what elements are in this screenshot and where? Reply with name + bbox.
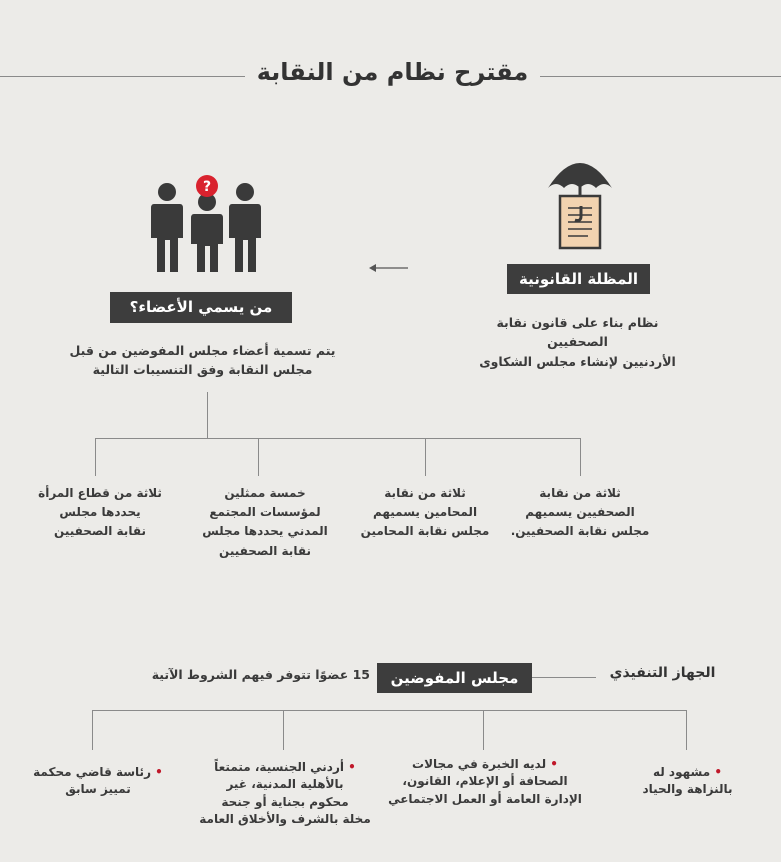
left-arrow-icon <box>368 262 410 274</box>
council-member-count: 15 عضوًا تتوفر فيهم الشروط الآتية <box>151 667 370 682</box>
members-question-label: من يسمي الأعضاء؟ <box>110 292 292 323</box>
legal-description <box>465 313 690 371</box>
umbrella-document-icon <box>540 150 620 255</box>
nomination-lawyers: ثلاثة من نقابة المحامين يسميهم مجلس نقابة المحامين <box>360 486 490 539</box>
bullet-icon: • <box>155 765 163 779</box>
members-line-1: يتم تسمية أعضاء مجلس المفوضين من قبل <box>69 343 336 358</box>
legal-line-2: الأردنيين لإنشاء مجلس الشكاوى <box>479 353 676 369</box>
page-title: مقترح نظام من النقابة <box>256 58 529 86</box>
condition-integrity: • مشهود له بالنزاهة والحياد <box>642 765 733 797</box>
title-rule-left <box>0 76 245 77</box>
council-tree-bar <box>92 710 686 711</box>
bullet-icon: • <box>714 765 723 779</box>
bullet-icon: • <box>550 757 558 771</box>
people-group-icon <box>145 172 270 276</box>
tree-stem <box>207 392 208 438</box>
question-mark-icon: ? <box>202 179 212 195</box>
tree-bar <box>95 438 581 439</box>
council-connector-line <box>532 677 596 678</box>
legal-line-1: نظام بناء على قانون نقابة الصحفيين <box>496 315 659 350</box>
members-description <box>60 341 345 380</box>
nomination-women: ثلاثة من قطاع المرأة يحددها مجلس نقابة الصحفيين <box>38 486 162 539</box>
nomination-journalists: ثلاثة من نقابة الصحفيين يسميهم مجلس نقابة الصحفيين. <box>510 486 650 539</box>
council-label: مجلس المفوضين <box>377 663 532 693</box>
bullet-icon: • <box>348 760 356 774</box>
condition-nationality: • أردني الجنسية، متمتعاً بالأهلية المدنية، غير محكوم بجناية أو جنحة مخلة بالشرف والأخلاق العامة <box>199 760 371 827</box>
members-line-2: مجلس النقابة وفق التنسيبات التالية <box>92 362 313 378</box>
executive-body-label: الجهاز التنفيذي <box>609 665 716 681</box>
legal-umbrella-label: المظلة القانونية <box>507 264 650 294</box>
condition-judge: • رئاسة قاضي محكمة تمييز سابق <box>33 765 163 797</box>
condition-experience: • لديه الخبرة في مجالات الصحافة أو الإعلام، القانون، الإدارة العامة أو العمل الاجتماعي <box>388 757 582 806</box>
nomination-civil-society: خمسة ممثلين لمؤسسات المجتمع المدني يحددها مجلس نقابة الصحفيين <box>202 486 328 558</box>
title-rule-right <box>540 76 781 77</box>
